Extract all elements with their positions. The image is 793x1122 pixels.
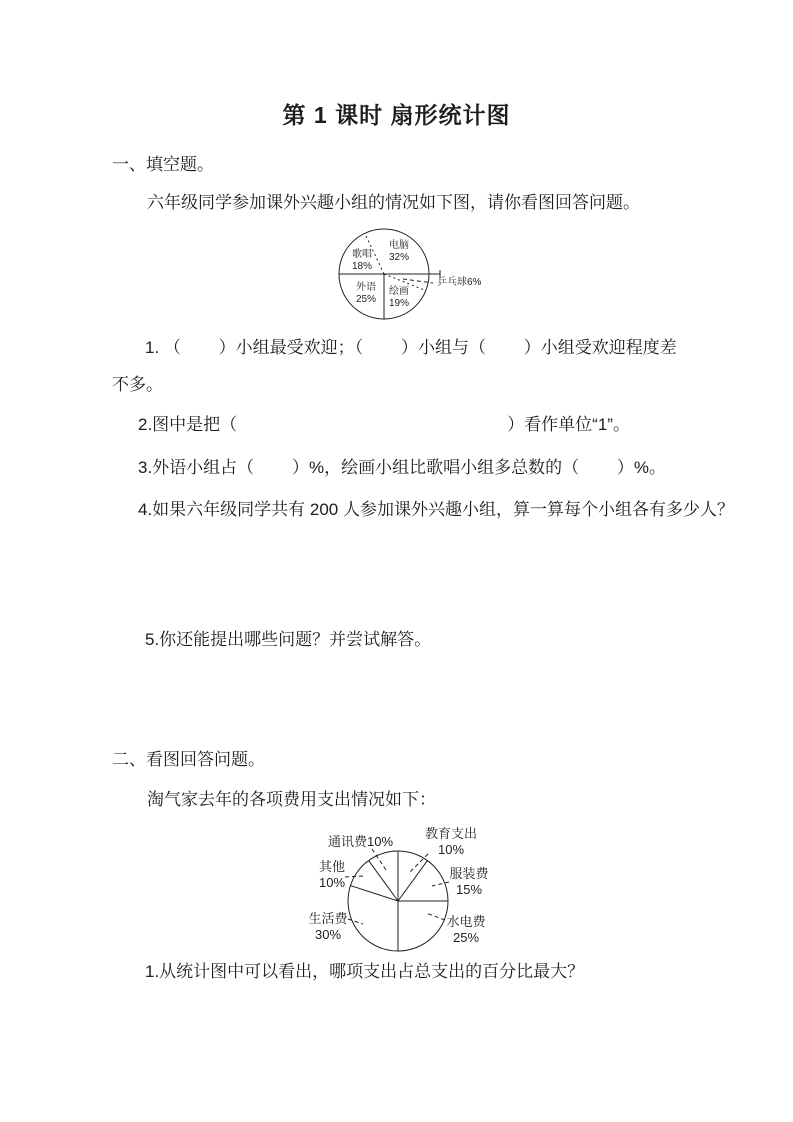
pie-slice-label: 乒乓球6% xyxy=(437,277,482,288)
pie-slice-label: 歌唱 xyxy=(352,249,372,260)
section2-intro: 淘气家去年的各项费用支出情况如下： xyxy=(147,790,436,809)
pie-slice-percentage: 15% xyxy=(455,882,483,897)
pie-slice-percentage: 32% xyxy=(388,252,410,263)
question-5: 5.你还能提出哪些问题？并尝试解答。 xyxy=(145,630,432,649)
pie-slice-label: 其他 xyxy=(318,859,346,874)
pie-slice-label: 电脑 xyxy=(389,240,409,251)
pie-slice-percentage: 10% xyxy=(437,842,465,857)
leader-line xyxy=(432,882,449,886)
leader-line xyxy=(345,876,364,877)
pie-chart-interest-groups xyxy=(333,224,501,332)
leader-line xyxy=(372,849,386,870)
slice-boundary xyxy=(398,861,427,901)
pie-slice-percentage: 25% xyxy=(355,294,377,305)
section1-intro: 六年级同学参加课外兴趣小组的情况如下图，请你看图回答问题。 xyxy=(147,193,640,212)
section1-heading: 一、填空题。 xyxy=(112,155,214,174)
pie-slice-percentage: 18% xyxy=(351,261,373,272)
pie-chart-expenses xyxy=(288,818,503,958)
leader-line xyxy=(348,919,363,924)
slice-boundary xyxy=(369,861,398,901)
pie-slice-percentage: 19% xyxy=(388,298,410,309)
question-2-suffix: ）看作单位“1”。 xyxy=(507,415,630,434)
pie-slice-percentage: 10% xyxy=(318,875,346,890)
pie-slice-percentage: 30% xyxy=(314,927,342,942)
pie-slice-label: 水电费 xyxy=(446,914,486,929)
leader-line xyxy=(426,913,445,920)
question-1-line2: 不多。 xyxy=(112,375,163,394)
slice-boundary xyxy=(350,886,398,901)
question-2 xyxy=(138,414,630,435)
pie-slice-percentage: 25% xyxy=(452,930,480,945)
question-3: 3.外语小组占（ ）%，绘画小组比歌唱小组多总数的（ ）%。 xyxy=(138,458,666,477)
pie-slice-label: 教育支出 xyxy=(424,826,478,841)
question-2-prefix: 2.图中是把（ xyxy=(138,415,238,434)
pie-slice-label: 外语 xyxy=(356,282,376,293)
question-4: 4.如果六年级同学共有 200 人参加课外兴趣小组，算一算每个小组各有多少人？ xyxy=(138,500,734,519)
section2-question-1: 1.从统计图中可以看出，哪项支出占总支出的百分比最大？ xyxy=(145,962,585,981)
question-1-line1: 1. （ ）小组最受欢迎；（ ）小组与（ ）小组受欢迎程度差 xyxy=(145,338,677,357)
pie-slice-label: 通讯费10% xyxy=(328,834,394,849)
pie-slice-label: 服装费 xyxy=(449,866,489,881)
pie-slice-label: 生活费 xyxy=(308,911,348,926)
pie-slice-label: 绘画 xyxy=(389,286,409,297)
section2-heading: 二、看图回答问题。 xyxy=(112,750,265,769)
page-title: 第 1 课时 扇形统计图 xyxy=(282,102,511,128)
